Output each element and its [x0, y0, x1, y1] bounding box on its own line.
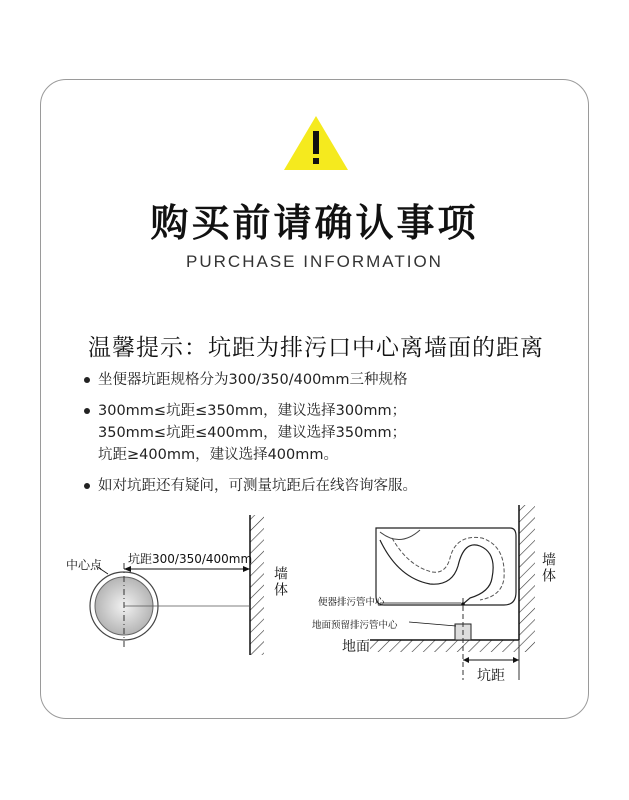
page-subtitle: PURCHASE INFORMATION	[186, 252, 443, 271]
distance-label: 坑距300/350/400mm	[128, 552, 253, 566]
list-item-line: 坐便器坑距规格分为300/350/400mm三种规格	[98, 372, 408, 388]
distance-label-right: 坑距	[477, 668, 505, 684]
list-item-line: 坑距≥400mm，建议选择400mm。	[98, 447, 338, 463]
wall-label-right: 墙体	[540, 552, 556, 584]
floor-pipe-label: 地面预留排污管中心	[312, 620, 398, 631]
arrow-left-icon	[463, 657, 469, 663]
wall-hatch	[250, 515, 264, 655]
arrow-right-icon	[513, 657, 519, 663]
page-title: 购买前请确认事项	[150, 201, 479, 245]
list-item-line: 如对坑距还有疑问，可测量坑距后在线咨询客服。	[98, 478, 417, 494]
toilet-pipe-label: 便器排污管中心	[318, 597, 385, 608]
floor-hatch	[370, 640, 535, 652]
floor-pipe-pointer	[409, 622, 456, 626]
floor-label: 地面	[342, 639, 370, 655]
list-item-line: 300mm≤坑距≤350mm，建议选择300mm；	[98, 403, 407, 419]
wall-label: 墙体	[272, 566, 288, 598]
notice-heading: 温馨提示：坑距为排污口中心离墙面的距离	[88, 335, 544, 361]
list-item-line: 350mm≤坑距≤400mm，建议选择350mm；	[98, 425, 407, 441]
wall-hatch-right	[519, 505, 535, 640]
center-point-label: 中心点	[66, 558, 103, 572]
